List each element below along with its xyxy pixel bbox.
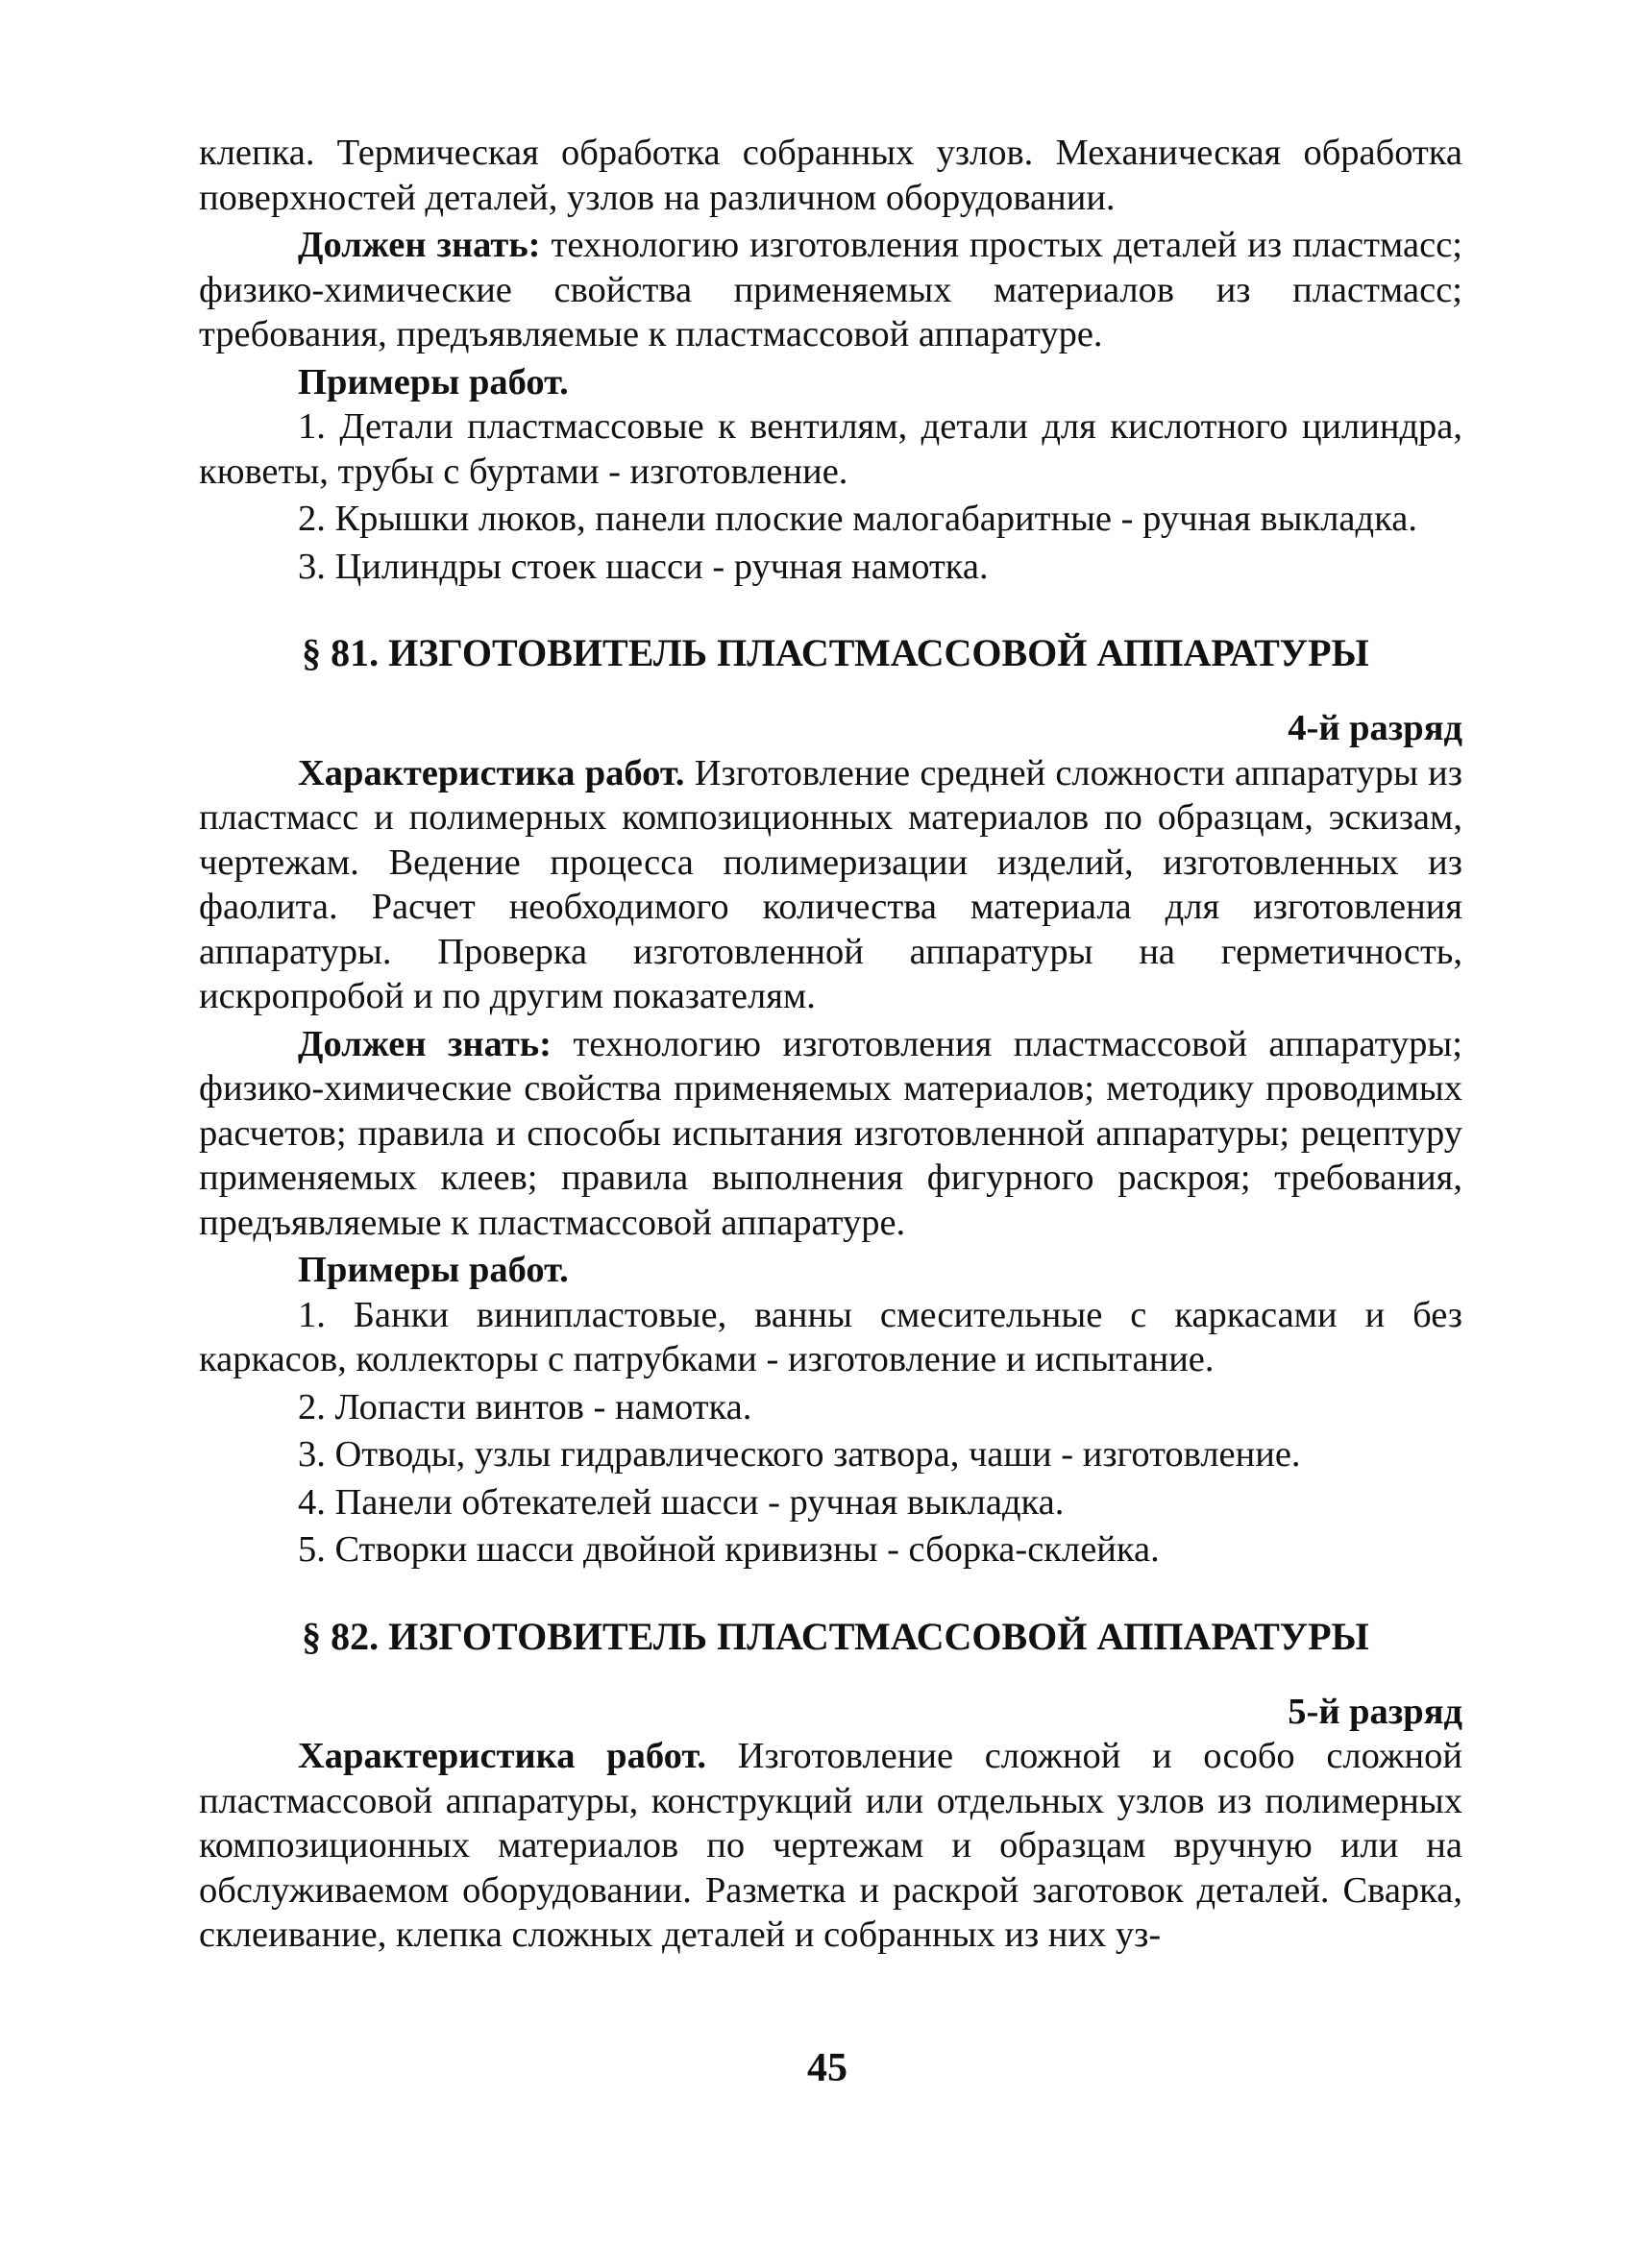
list-item: 5. Створки шасси двойной кривизны - сборка-склейка. bbox=[298, 1529, 1160, 1570]
must-know-text: технологию изготовления пластмассовой аппаратуры; физико-химические свойства применяемых материалов; методику проводимых расчетов; правила и способы испытания изготовленной аппаратуры; рецептуру применяемых клеев; правила выполнения фигурного раскроя; требования, предъявляемые к пластмассовой аппаратуре. bbox=[199, 1023, 1462, 1243]
section-82-characteristics bbox=[199, 1734, 1462, 1958]
list-item: 2. Крышки люков, панели плоские малогабаритные - ручная выкладка. bbox=[298, 499, 1417, 539]
section-81-examples-heading: Примеры работ. bbox=[298, 1250, 569, 1290]
must-know-label: Должен знать: bbox=[298, 1023, 552, 1064]
list-item: 3. Отводы, узлы гидравлического затвора, чаши - изготовление. bbox=[298, 1434, 1301, 1475]
section-81-title: § 81. ИЗГОТОВИТЕЛЬ ПЛАСТМАССОВОЙ АППАРАТУРЫ bbox=[302, 631, 1369, 674]
characteristics-text: Изготовление сложной и особо сложной пластмассовой аппаратуры, конструкций или отдельных узлов из полимерных композиционных материалов по чертежам и образцам вручную или на обслуживаемом оборудовании. Разметка и раскрой заготовок деталей. Сварка, склеивание, клепка сложных деталей и собранных из них уз- bbox=[199, 1736, 1462, 1955]
list-item: 1. Банки винипластовые, ванны смесительные с каркасами и без каркасов, коллекторы с патрубками - изготовление и испытание. bbox=[199, 1294, 1462, 1379]
intro-continuation: клепка. Термическая обработка собранных узлов. Механическая обработка поверхностей деталей, узлов на различном оборудовании. bbox=[199, 133, 1462, 218]
intro-examples-heading: Примеры работ. bbox=[298, 361, 569, 402]
section-81-must-know bbox=[199, 1022, 1462, 1246]
section-81-rank: 4-й разряд bbox=[1288, 708, 1462, 748]
must-know-text: технологию изготовления простых деталей из пластмасс; физико-химические свойства применяемых материалов из пластмасс; требования, предъявляемые к пластмассовой аппаратуре. bbox=[199, 225, 1462, 354]
list-item: 3. Цилиндры стоек шасси - ручная намотка. bbox=[298, 546, 989, 587]
section-82-rank: 5-й разряд bbox=[1288, 1691, 1462, 1732]
characteristics-label: Характеристика работ. bbox=[298, 1736, 706, 1776]
section-81-examples-list bbox=[199, 1293, 1462, 1573]
must-know-label: Должен знать: bbox=[298, 225, 541, 265]
intro-examples-list bbox=[199, 404, 1462, 589]
characteristics-text: Изготовление средней сложности аппаратуры из пластмасс и полимерных композиционных материалов по образцам, эскизам, чертежам. Ведение процесса полимеризации изделий, изготовленных из фаолита. Расчет необходимого количества материала для изготовления аппаратуры. Проверка изготовленной аппаратуры на герметичность, искропробой и по другим показателям. bbox=[199, 752, 1462, 1016]
list-item: 4. Панели обтекателей шасси - ручная выкладка. bbox=[298, 1481, 1065, 1523]
list-item: 1. Детали пластмассовые к вентилям, детали для кислотного цилиндра, кюветы, трубы с буртами - изготовление. bbox=[199, 406, 1462, 492]
intro-must-know bbox=[199, 223, 1462, 357]
list-item: 2. Лопасти винтов - намотка. bbox=[298, 1386, 752, 1427]
section-81-characteristics bbox=[199, 751, 1462, 1019]
characteristics-label: Характеристика работ. bbox=[298, 752, 685, 793]
section-82-title: § 82. ИЗГОТОВИТЕЛЬ ПЛАСТМАССОВОЙ АППАРАТУРЫ bbox=[302, 1614, 1369, 1658]
page-number: 45 bbox=[807, 2046, 847, 2090]
